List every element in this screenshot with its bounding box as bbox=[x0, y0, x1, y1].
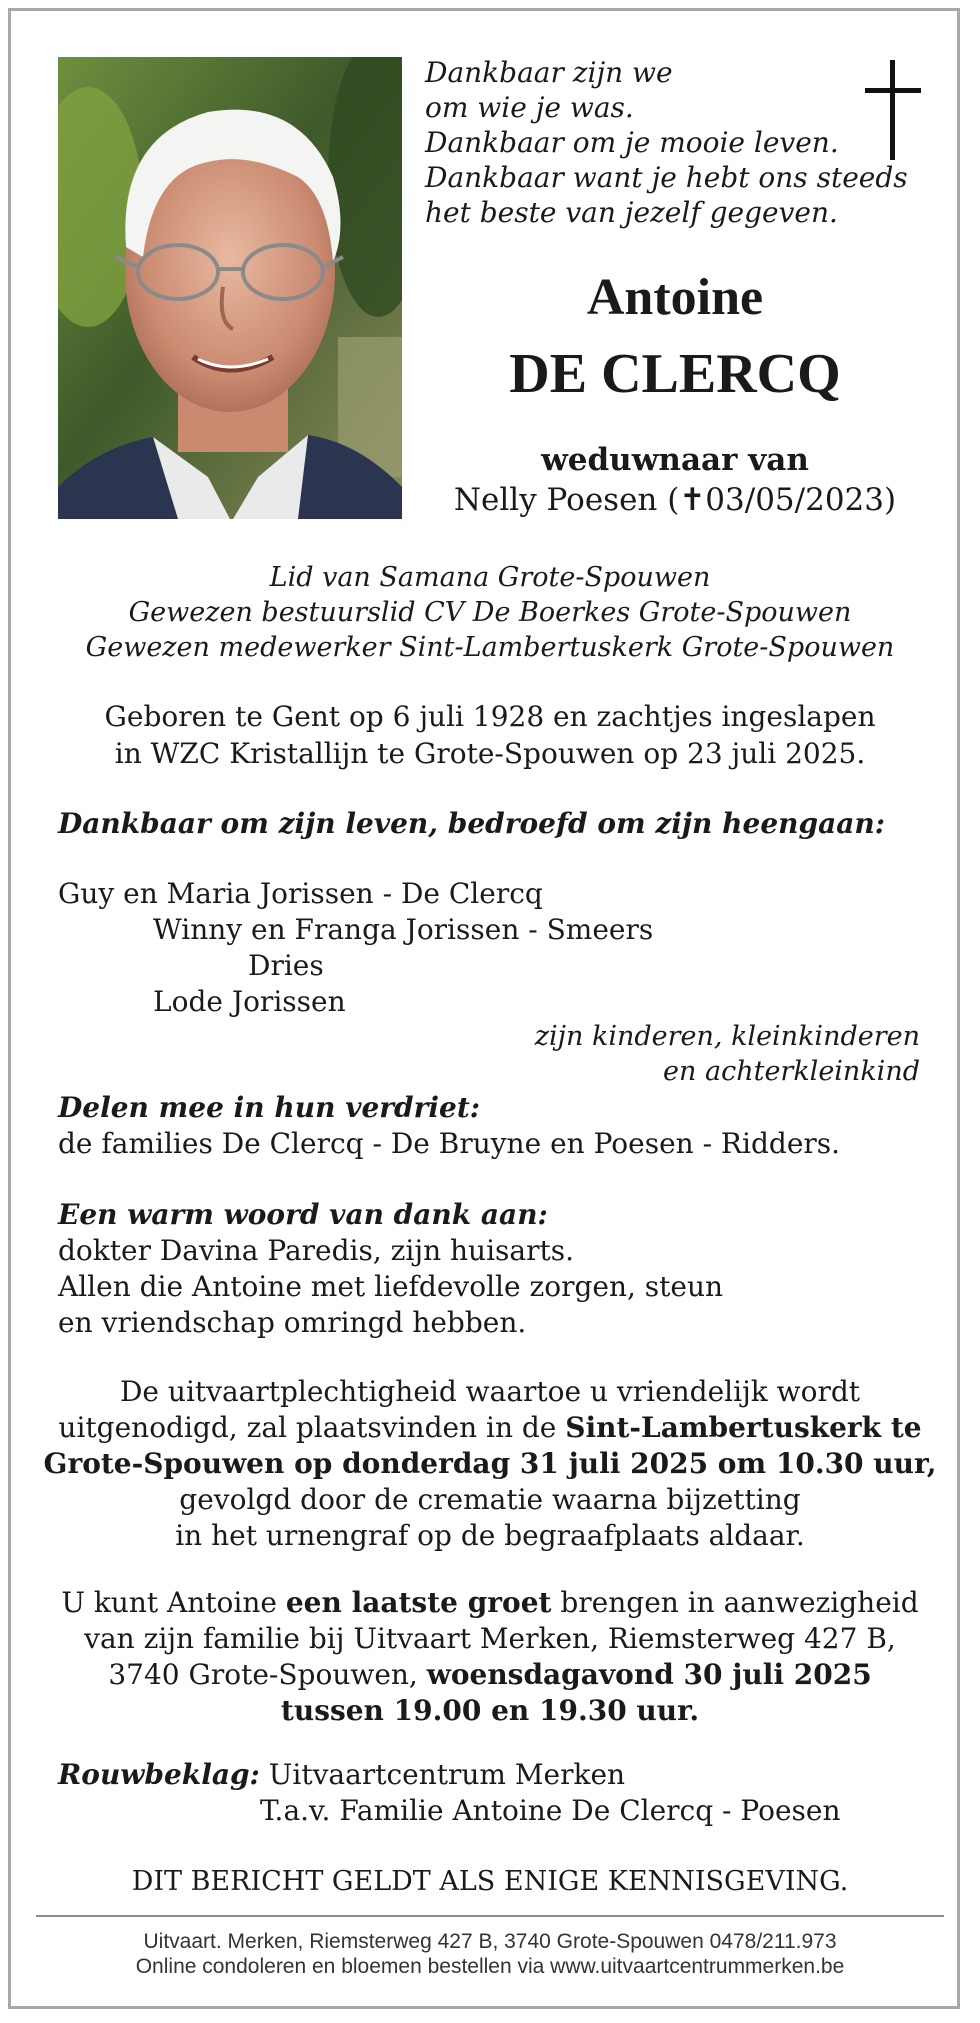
visit-time bbox=[40, 1693, 940, 1729]
footer bbox=[40, 1929, 940, 1979]
poem-line: Dankbaar om je mooie leven. bbox=[425, 126, 839, 159]
footer-website: Online condoleren en bloemen bestellen via www.uitvaartcentrummerken.be bbox=[135, 1955, 845, 1978]
poem-line: het beste van jezelf gegeven. bbox=[425, 196, 838, 229]
footer-divider bbox=[36, 1915, 944, 1917]
thanks-block bbox=[58, 1197, 938, 1341]
funeral-line: De uitvaartplechtigheid waartoe u vriendelijk wordt bbox=[119, 1375, 861, 1408]
birth-line: Geboren te Gent op 6 juli 1928 en zachtjes ingeslapen bbox=[104, 700, 876, 733]
funeral-location: Sint-Lambertuskerk te bbox=[565, 1411, 922, 1444]
share-grief bbox=[58, 1090, 938, 1162]
thanks-line: dokter Davina Paredis, zijn huisarts. bbox=[58, 1234, 574, 1267]
condolence-label: Rouwbeklag: bbox=[58, 1758, 260, 1791]
funeral-date bbox=[40, 1446, 940, 1482]
visit-time-text: tussen 19.00 en 19.30 uur. bbox=[280, 1694, 700, 1727]
membership-line: Lid van Samana Grote-Spouwen bbox=[269, 562, 711, 593]
poem-line: Dankbaar zijn we bbox=[425, 56, 673, 89]
membership-line: Gewezen bestuurslid CV De Boerkes Grote-Spouwen bbox=[128, 597, 852, 628]
poem-line: Dankbaar want je hebt ons steeds bbox=[425, 161, 908, 194]
funeral-text: uitgenodigd, zal plaatsvinden in de bbox=[58, 1411, 566, 1444]
funeral-line: in het urnengraf op de begraafplaats aldaar. bbox=[175, 1519, 805, 1552]
relation-line: zijn kinderen, kleinkinderen bbox=[534, 1021, 920, 1052]
share-text: de families De Clercq - De Bruyne en Poesen - Ridders. bbox=[58, 1127, 841, 1160]
thanks-line: Allen die Antoine met liefdevolle zorgen, steun bbox=[58, 1270, 724, 1303]
memberships bbox=[40, 560, 940, 665]
visit-text: 3740 Grote-Spouwen, bbox=[108, 1658, 427, 1691]
family-list bbox=[58, 876, 938, 1020]
visit-line bbox=[40, 1657, 940, 1693]
visit-highlight: een laatste groet bbox=[285, 1586, 552, 1619]
funeral-line bbox=[40, 1410, 940, 1446]
widow-label: weduwnaar van bbox=[541, 442, 809, 478]
relation-line: en achterkleinkind bbox=[663, 1056, 920, 1087]
condolence-attn: T.a.v. Familie Antoine De Clercq - Poesen bbox=[260, 1794, 841, 1827]
visitation-info bbox=[40, 1585, 940, 1729]
family-relation bbox=[535, 1019, 920, 1089]
widow-block bbox=[410, 440, 940, 520]
grateful-heading: Dankbaar om zijn leven, bedroefd om zijn heengaan: bbox=[58, 807, 886, 840]
thanks-heading: Een warm woord van dank aan: bbox=[58, 1198, 548, 1231]
deceased-last-name: DE CLERCQ bbox=[509, 343, 841, 405]
thanks-line: en vriendschap omringd hebben. bbox=[58, 1306, 527, 1339]
funeral-info bbox=[40, 1374, 940, 1554]
notice-text: DIT BERICHT GELDT ALS ENIGE KENNISGEVING. bbox=[131, 1866, 849, 1897]
condolence-block bbox=[58, 1757, 938, 1829]
visit-text: U kunt Antoine bbox=[61, 1586, 286, 1619]
portrait-photo bbox=[58, 57, 402, 519]
visit-date: woensdagavond 30 juli 2025 bbox=[426, 1658, 872, 1691]
spouse-name: Nelly Poesen (✝03/05/2023) bbox=[453, 482, 897, 518]
condolence-org: Uitvaartcentrum Merken bbox=[259, 1758, 626, 1791]
cross-icon bbox=[865, 60, 921, 160]
share-heading: Delen mee in hun verdriet: bbox=[58, 1091, 481, 1124]
membership-line: Gewezen medewerker Sint-Lambertuskerk Grote-Spouwen bbox=[85, 632, 895, 663]
footer-address: Uitvaart. Merken, Riemsterweg 427 B, 3740 Grote-Spouwen 0478/211.973 bbox=[143, 1930, 837, 1953]
deceased-first-name: Antoine bbox=[586, 269, 764, 326]
poem bbox=[425, 55, 908, 230]
condolence-line bbox=[58, 1757, 938, 1793]
visit-line: van zijn familie bij Uitvaart Merken, Riemsterweg 427 B, bbox=[84, 1622, 896, 1655]
death-line: in WZC Kristallijn te Grote-Spouwen op 23 juli 2025. bbox=[114, 737, 866, 770]
family-member: Dries bbox=[248, 949, 324, 982]
birth-death-info bbox=[40, 698, 940, 772]
family-member: Lode Jorissen bbox=[153, 985, 346, 1018]
family-member: Winny en Franga Jorissen - Smeers bbox=[153, 913, 654, 946]
funeral-date-text: Grote-Spouwen op donderdag 31 juli 2025 om 10.30 uur, bbox=[43, 1447, 937, 1480]
visit-text: brengen in aanwezigheid bbox=[551, 1586, 919, 1619]
poem-line: om wie je was. bbox=[425, 91, 634, 124]
funeral-line: gevolgd door de crematie waarna bijzetting bbox=[179, 1483, 801, 1516]
visit-line bbox=[40, 1585, 940, 1621]
portrait-illustration bbox=[58, 57, 402, 519]
family-member: Guy en Maria Jorissen - De Clercq bbox=[58, 877, 543, 910]
